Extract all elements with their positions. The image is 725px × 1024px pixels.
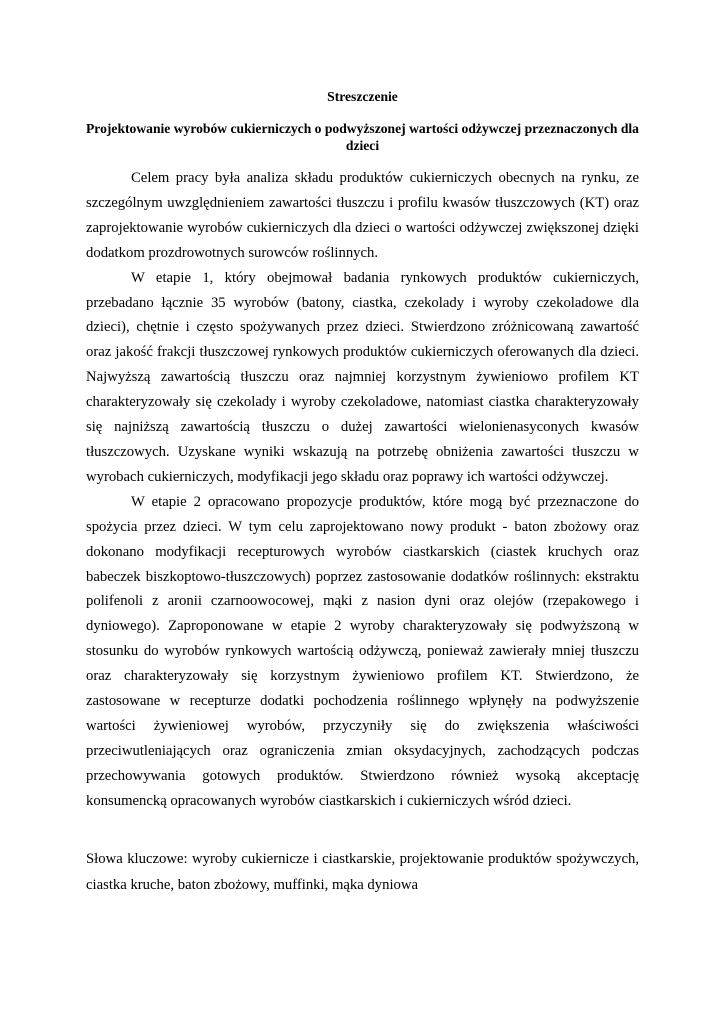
document-title: Projektowanie wyrobów cukierniczych o podwyższonej wartości odżywczej przeznaczonych dla dzieci <box>86 121 639 153</box>
keywords: Słowa kluczowe: wyroby cukiernicze i ciastkarskie, projektowanie produktów spożywczych, ciastka kruche, baton zbożowy, muffinki, mąka dyniowa <box>86 851 639 893</box>
abstract-paragraph-3: W etapie 2 opracowano propozycje produktów, które mogą być przeznaczone do spożycia przez dzieci. W tym celu zaprojektowano nowy produkt - baton zbożowy oraz dokonano modyfikacji recepturowych wyrobów ciastkarskich (ciastek kruchych oraz babeczek biszkoptowo-tłuszczowych) poprzez zastosowanie dodatków roślinnych: ekstraktu polifenoli z aronii czarnoowocowej, mąki z nasion dyni oraz olejów (rzepakowego i dyniowego). Zaproponowane w etapie 2 wyroby charakteryzowały się podwyższoną w stosunku do wyrobów rynkowych wartością odżywczą, ponieważ zawierały mniej tłuszczu oraz charakteryzowały się korzystnym żywieniowo profilem KT. Stwierdzono, że zastosowane w recepturze dodatki pochodzenia roślinnego wpłynęły na podwyższenie wartości żywieniowej wyrobów, przyczyniły się do zwiększenia właściwości przeciwutleniających oraz ograniczenia zmian oksydacyjnych, zachodzących podczas przechowywania gotowych produktów. Stwierdzono również wysoką akceptację konsumencką opracowanych wyrobów ciastkarskich i cukierniczych wśród dzieci. <box>86 493 639 809</box>
section-heading: Streszczenie <box>327 89 398 104</box>
abstract-paragraph-1: Celem pracy była analiza składu produktów cukierniczych obecnych na rynku, ze szczególnym uwzględnieniem zawartości tłuszczu i profilu kwasów tłuszczowych (KT) oraz zaprojektowanie wyrobów cukierniczych dla dzieci o wartości odżywczej zwiększonej dzięki dodatkom prozdrowotnych surowców roślinnych. <box>86 170 639 261</box>
abstract-body <box>86 166 639 814</box>
abstract-paragraph-2: W etapie 1, który obejmował badania rynkowych produktów cukierniczych, przebadano łącznie 35 wyrobów (batony, ciastka, czekolady i wyroby czekoladowe dla dzieci), chętnie i często spożywanych przez dzieci. Stwierdzono zróżnicowaną zawartość oraz jakość frakcji tłuszczowej rynkowych produktów cukierniczych oferowanych dla dzieci. Najwyższą zawartością tłuszczu oraz najmniej korzystnym żywieniowo profilem KT charakteryzowały się czekolady i wyroby czekoladowe, natomiast ciastka charakteryzowały się najniższą zawartością tłuszczu o dużej zawartości wielonienasyconych kwasów tłuszczowych. Uzyskane wyniki wskazują na potrzebę obniżenia zawartości tłuszczu w wyrobach cukierniczych, modyfikacji jego składu oraz poprawy ich wartości odżywczej. <box>86 269 639 485</box>
